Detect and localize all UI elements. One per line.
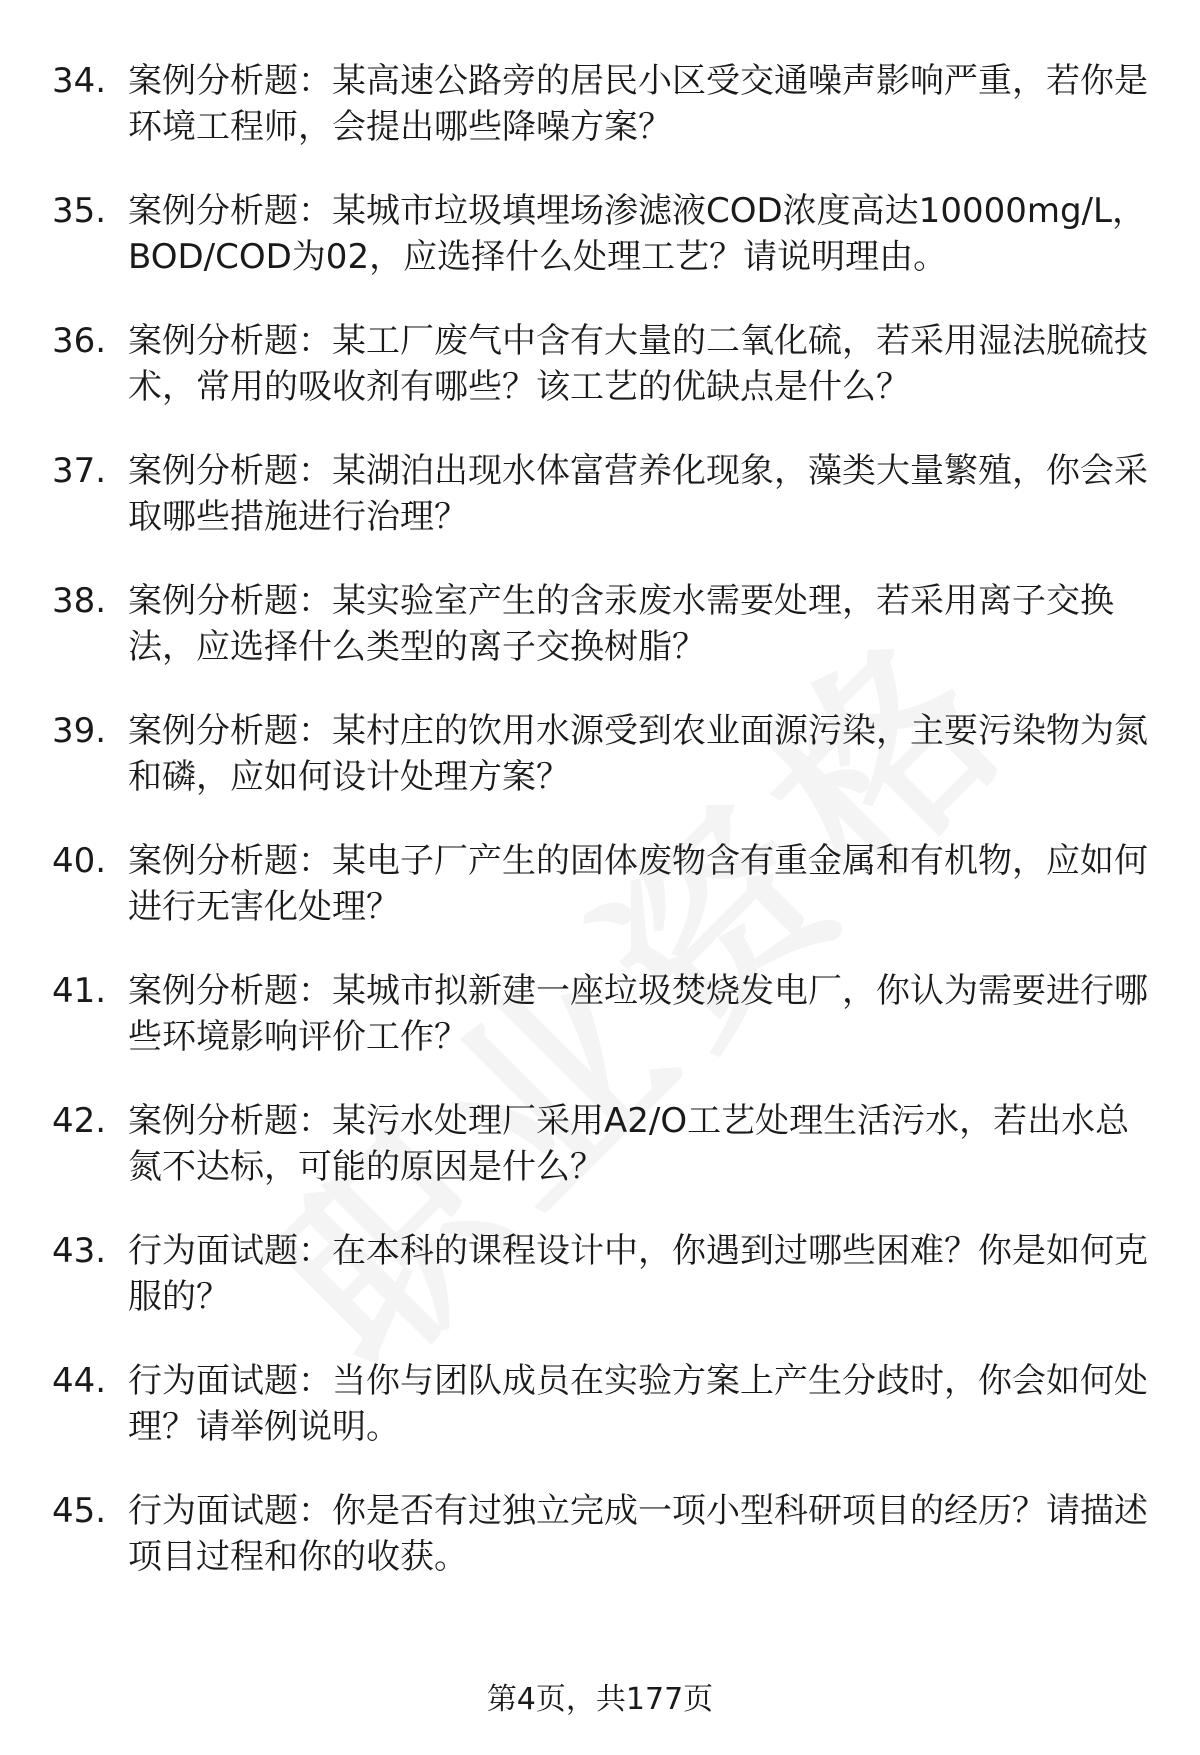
question-text: 行为面试题：在本科的课程设计中，你遇到过哪些困难？你是如何克服的？ (128, 1231, 1148, 1317)
question-number: 38. (52, 581, 107, 621)
question-number: 41. (52, 971, 107, 1011)
list-item (0, 838, 1200, 930)
question-number: 45. (52, 1491, 107, 1531)
list-item (0, 188, 1200, 280)
question-text: 案例分析题：某电子厂产生的固体废物含有重金属和有机物，应如何进行无害化处理？ (128, 841, 1148, 927)
list-item (0, 58, 1200, 150)
question-number: 34. (52, 61, 107, 101)
question-text: 案例分析题：某湖泊出现水体富营养化现象，藻类大量繁殖，你会采取哪些措施进行治理？ (128, 451, 1148, 537)
question-text: 案例分析题：某城市拟新建一座垃圾焚烧发电厂，你认为需要进行哪些环境影响评价工作？ (128, 971, 1148, 1057)
list-item (0, 578, 1200, 670)
question-text: 行为面试题：当你与团队成员在实验方案上产生分歧时，你会如何处理？请举例说明。 (128, 1361, 1148, 1447)
question-text: 案例分析题：某实验室产生的含汞废水需要处理，若采用离子交换法，应选择什么类型的离子交换树脂？ (128, 581, 1114, 667)
list-item (0, 968, 1200, 1060)
question-number: 35. (52, 191, 107, 231)
question-number: 43. (52, 1231, 107, 1271)
question-text: 案例分析题：某工厂废气中含有大量的二氧化硫，若采用湿法脱硫技术，常用的吸收剂有哪些？该工艺的优缺点是什么？ (128, 321, 1148, 407)
question-text: 行为面试题：你是否有过独立完成一项小型科研项目的经历？请描述项目过程和你的收获。 (128, 1491, 1148, 1577)
question-number: 39. (52, 711, 107, 751)
list-item (0, 1358, 1200, 1450)
question-text: 案例分析题：某污水处理厂采用A2/O工艺处理生活污水，若出水总氮不达标，可能的原因是什么？ (128, 1101, 1130, 1187)
list-item (0, 708, 1200, 800)
question-number: 40. (52, 841, 107, 881)
question-number: 42. (52, 1101, 107, 1141)
question-text: 案例分析题：某高速公路旁的居民小区受交通噪声影响严重，若你是环境工程师，会提出哪些降噪方案？ (128, 61, 1148, 147)
question-list (0, 58, 1200, 1618)
page-indicator: 第4页，共177页 (486, 1682, 714, 1717)
question-text: 案例分析题：某城市垃圾填埋场渗滤液COD浓度高达10000mg/L，BOD/COD为02，应选择什么处理工艺？请说明理由。 (128, 191, 1146, 277)
question-number: 36. (52, 321, 107, 361)
question-text: 案例分析题：某村庄的饮用水源受到农业面源污染，主要污染物为氮和磷，应如何设计处理方案？ (128, 711, 1148, 797)
list-item (0, 1228, 1200, 1320)
list-item (0, 1488, 1200, 1580)
question-number: 37. (52, 451, 107, 491)
question-number: 44. (52, 1361, 107, 1401)
list-item (0, 448, 1200, 540)
list-item (0, 318, 1200, 410)
list-item (0, 1098, 1200, 1190)
